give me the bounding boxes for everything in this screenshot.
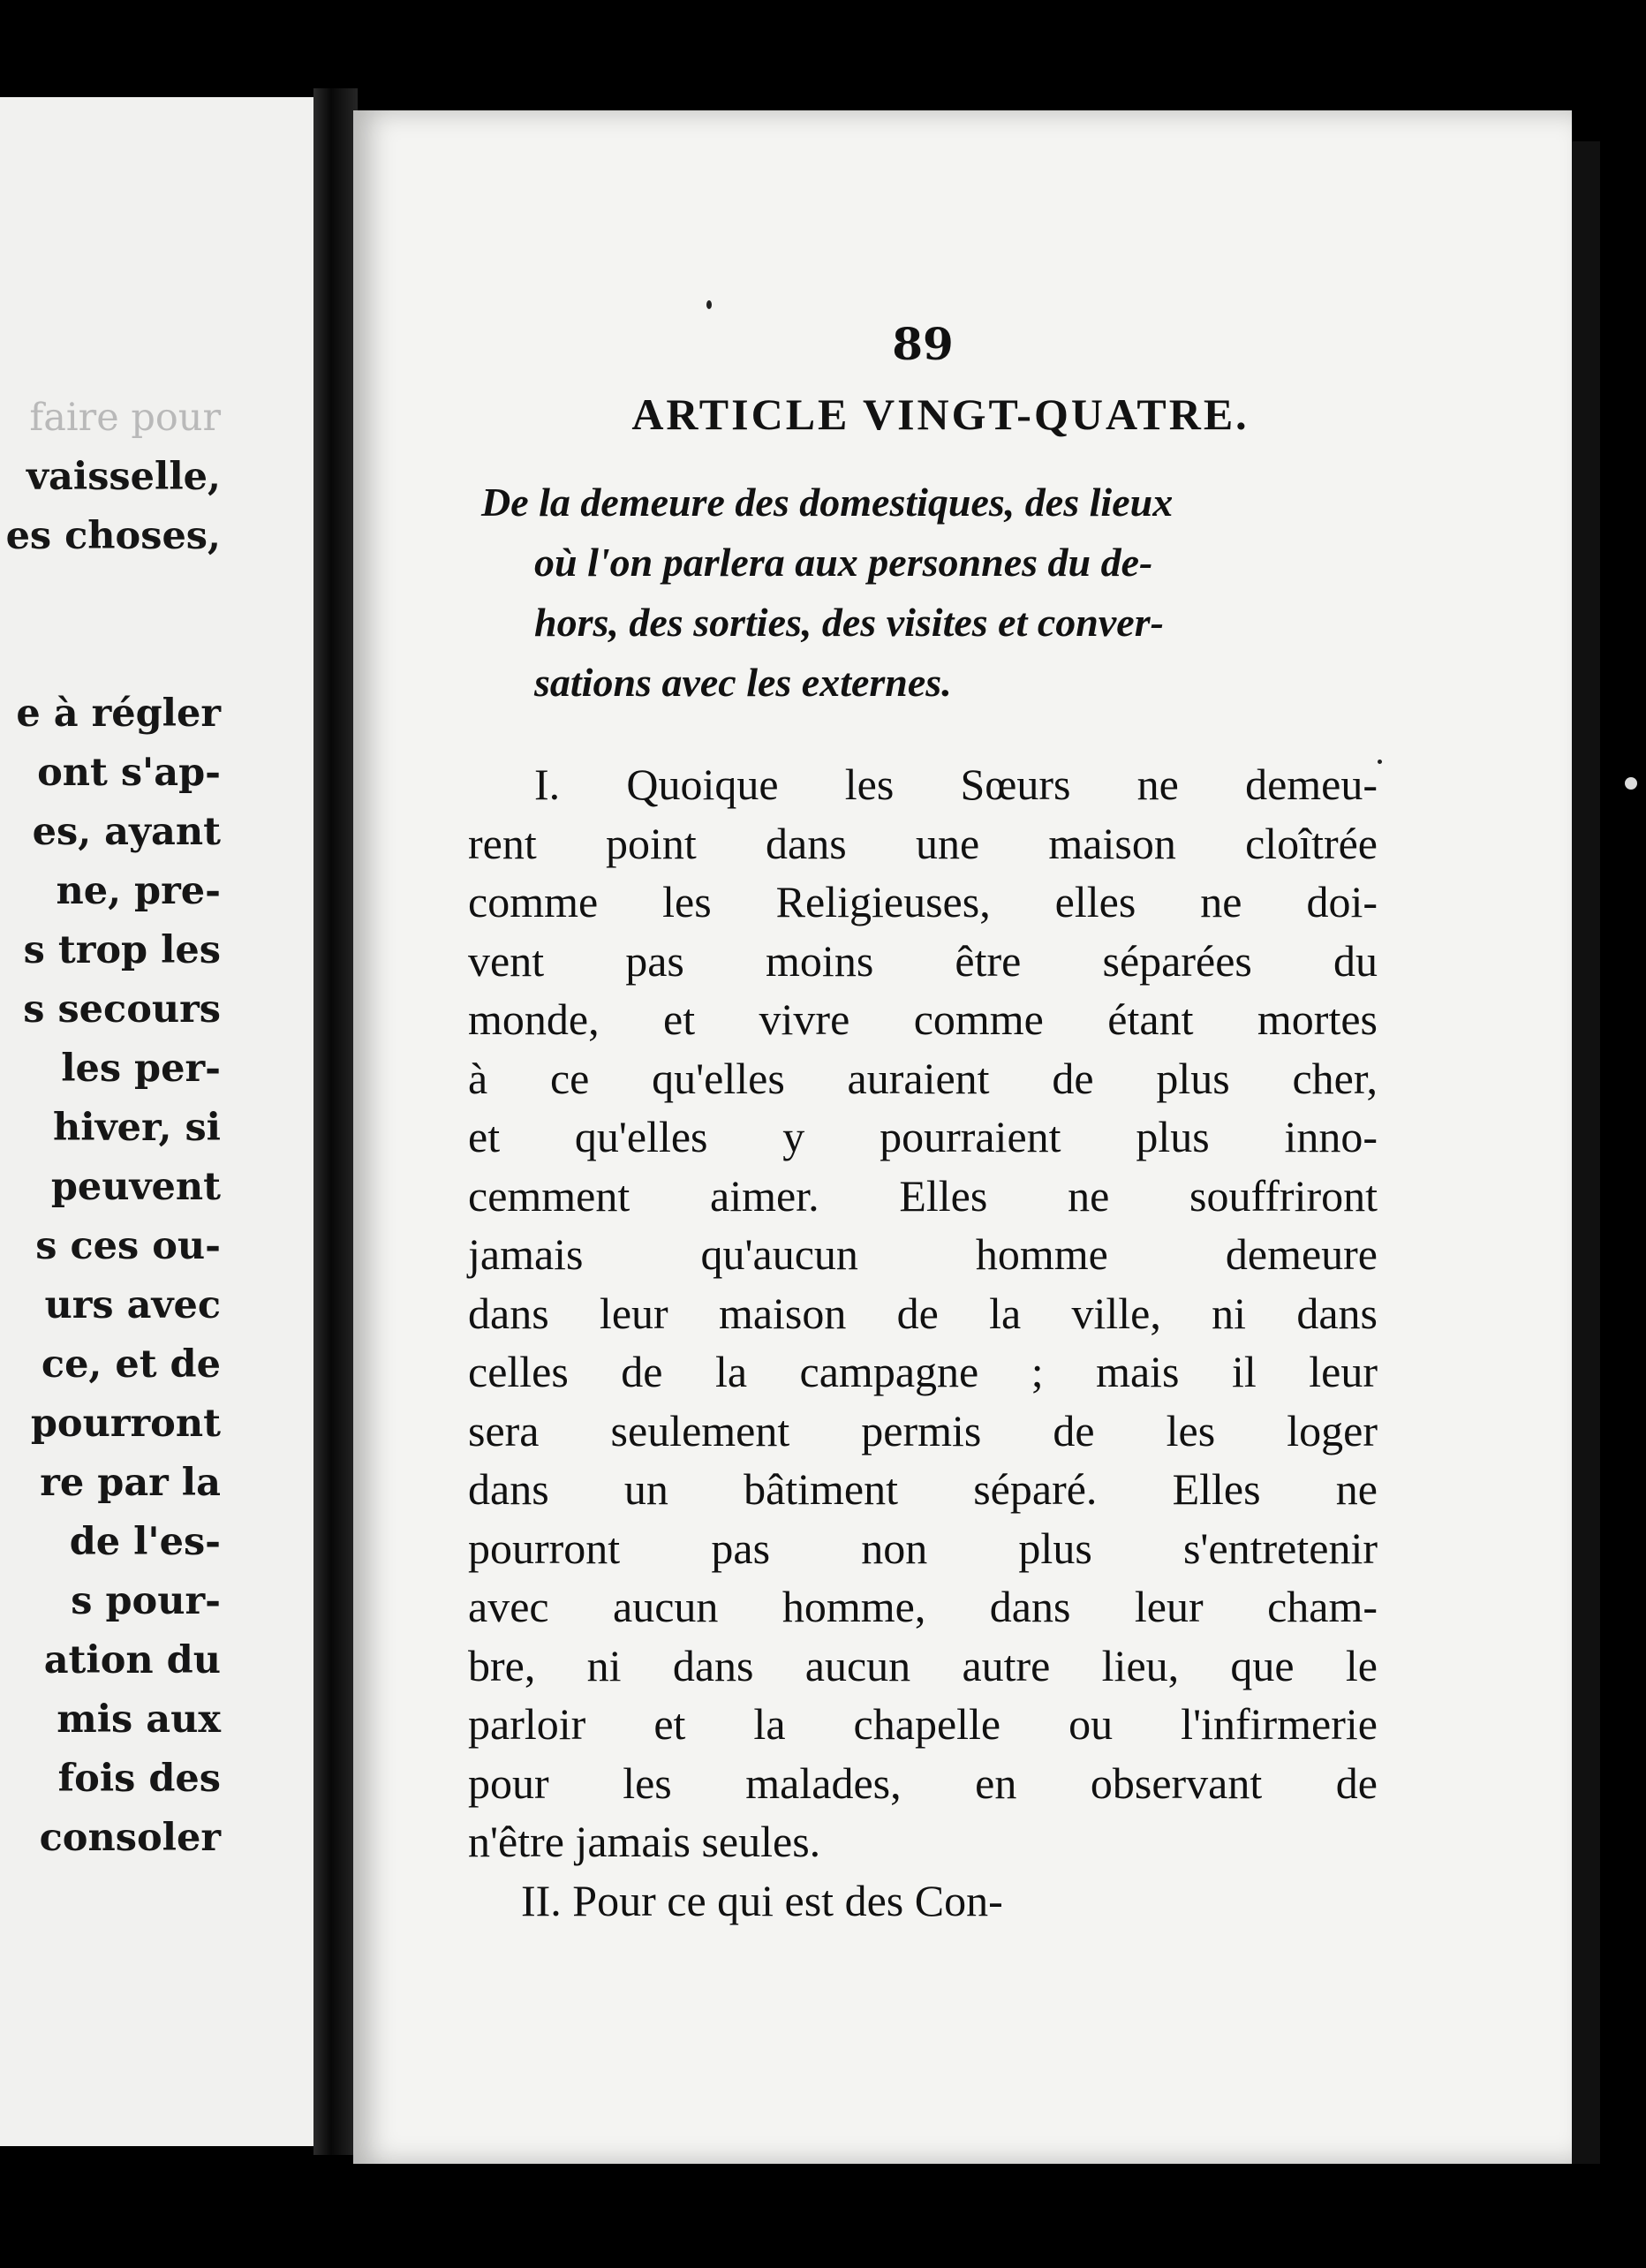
body-line: sera seulement permis de les loger <box>468 1405 1378 1455</box>
body-line: comme les Religieuses, elles ne doi- <box>468 877 1378 926</box>
left-line: e à régler <box>16 692 221 736</box>
page-number: 89 <box>892 318 954 370</box>
article-subtitle <box>481 472 1378 713</box>
subtitle-line: De la demeure des domestiques, des lieux <box>481 480 1174 525</box>
subtitle-line: hors, des sorties, des visites et conver- <box>534 600 1164 645</box>
left-line: de l'es- <box>69 1520 221 1564</box>
body-line: dans leur maison de la ville, ni dans <box>468 1288 1378 1338</box>
body-line: II. Pour ce qui est des Con- <box>521 1875 1003 1925</box>
left-line <box>6 625 221 684</box>
subtitle-line: sations avec les externes. <box>534 660 952 705</box>
left-line: peuvent <box>50 1165 221 1209</box>
left-line: es, ayant <box>32 810 221 854</box>
body-line: avec aucun homme, dans leur cham- <box>468 1582 1378 1631</box>
left-line: re par la <box>40 1461 221 1505</box>
body-line: rent point dans une maison cloîtrée <box>468 818 1378 868</box>
body-line: dans un bâtiment séparé. Elles ne <box>468 1464 1378 1514</box>
body-line: celles de la campagne ; mais il leur <box>468 1347 1378 1396</box>
body-line: bre, ni dans aucun autre lieu, que le <box>468 1640 1378 1690</box>
print-speck <box>706 300 712 309</box>
left-line: ont s'ap- <box>37 751 221 795</box>
left-line <box>6 566 221 625</box>
body-line: pour les malades, en observant de <box>468 1758 1378 1808</box>
left-page-fragment <box>0 97 336 2146</box>
body-line: monde, et vivre comme étant mortes <box>468 994 1378 1044</box>
print-speck <box>1378 760 1382 764</box>
left-line: s trop les <box>23 928 221 972</box>
body-line: jamais qu'aucun homme demeure <box>468 1229 1378 1279</box>
body-line: I. Quoique les Sœurs ne demeu- <box>534 760 1378 809</box>
body-line: n'être jamais seules. <box>468 1817 821 1866</box>
body-line: pourront pas non plus s'entretenir <box>468 1523 1378 1573</box>
left-line: mis aux <box>57 1697 221 1742</box>
left-line: s secours <box>23 987 221 1032</box>
body-line: cemment aimer. Elles ne souffriront <box>468 1170 1378 1221</box>
left-line: fois des <box>57 1757 221 1801</box>
left-line: ation du <box>43 1638 221 1682</box>
print-speck <box>1625 777 1637 790</box>
left-line: s ces ou- <box>35 1224 221 1268</box>
body-line: vent pas moins être séparées du <box>468 935 1378 986</box>
body-text <box>468 755 1378 1930</box>
left-line: les per- <box>61 1047 221 1091</box>
body-line: et qu'elles y pourraient plus inno- <box>468 1112 1378 1161</box>
article-title: ARTICLE VINGT-QUATRE. <box>631 389 1250 439</box>
page-edge-shadow <box>1572 141 1600 2164</box>
body-line: à ce qu'elles auraient de plus cher, <box>468 1053 1378 1103</box>
left-line: vaisselle, <box>26 455 221 499</box>
left-page-lines <box>6 389 221 1868</box>
left-line: urs avec <box>44 1283 221 1327</box>
left-line: ne, pre- <box>56 869 221 913</box>
book-gutter <box>313 88 358 2155</box>
left-line: pourront <box>30 1402 221 1446</box>
left-line: s pour- <box>71 1579 221 1623</box>
left-line: ce, et de <box>41 1342 221 1387</box>
subtitle-line: où l'on parlera aux personnes du de- <box>534 540 1153 585</box>
left-line: consoler <box>39 1816 221 1860</box>
left-line: es choses, <box>5 514 221 558</box>
body-line: parloir et la chapelle ou l'infirmerie <box>468 1699 1378 1749</box>
left-line: hiver, si <box>53 1106 221 1150</box>
left-line: faire pour <box>29 396 221 440</box>
